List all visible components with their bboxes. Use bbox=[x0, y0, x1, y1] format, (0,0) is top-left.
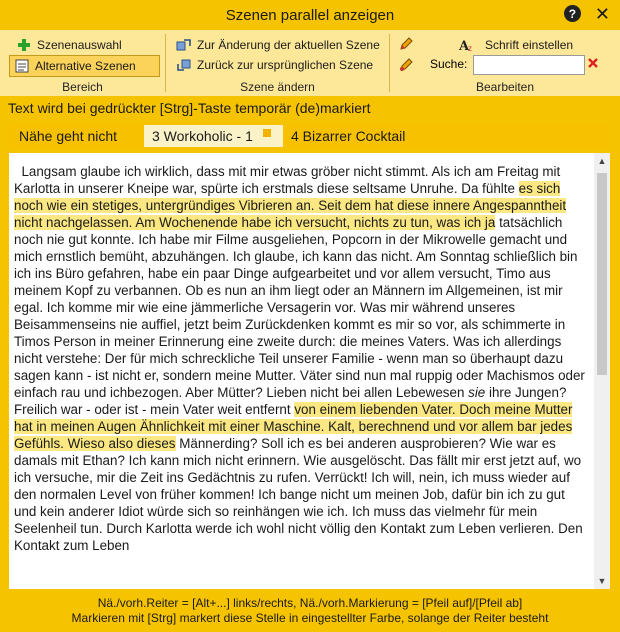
bearbeiten-caption: Bearbeiten bbox=[475, 80, 535, 94]
close-button[interactable]: ✕ bbox=[594, 4, 610, 24]
tab-bizarrer-cocktail[interactable]: 4 Bizarrer Cocktail bbox=[283, 125, 609, 147]
schrift-einstellen-button[interactable]: A z Schrift einstellen bbox=[459, 38, 574, 53]
pencil-icon[interactable] bbox=[398, 36, 414, 52]
tab-workoholic[interactable]: 3 Workoholic - 1 bbox=[144, 125, 283, 147]
scroll-down-icon[interactable]: ▼ bbox=[597, 576, 607, 586]
tab-bar bbox=[9, 125, 609, 147]
scene-text-area[interactable] bbox=[9, 153, 610, 589]
footer-hints bbox=[0, 596, 620, 626]
zurueck-button[interactable]: Zurück zur ursprünglichen Szene bbox=[172, 55, 377, 75]
tab-marker-icon bbox=[263, 129, 271, 137]
footer-line-1: Nä./vorh.Reiter = [Alt+...] links/rechts, Nä./vorh.Markierung = [Pfeil auf]/[Pfeil ab] bbox=[97, 596, 523, 610]
highlight: von einem liebenden Vater. Doch meine Mutter hat in meinen Augen Ähnlichkeit mit einer Maschine. Kalt, berechnend und vor allem bar jedes Gefühls. Wieso also dieses bbox=[14, 402, 573, 451]
footer-line-2: Markieren mit [Strg] markert diese Stelle in eingestellter Farbe, solange der Reiter besteht bbox=[71, 611, 549, 625]
highlight: es sich noch wie ein stetiges, untergründiges Vibrieren an. Seit dem hat diese innere Angespanntheit nicht nachgelassen. Am Wochenende habe ich versucht, nichts zu tun, was ich ja bbox=[14, 181, 567, 230]
list-icon bbox=[14, 58, 30, 74]
svg-text:z: z bbox=[468, 44, 472, 53]
scene-text[interactable]: Langsam glaube ich wirklich, dass mit mir etwas gröber nicht stimmt. Als ich am Freitag mit Karlotta in unserer Kneipe war, spürte ich erstmals diese seltsame Unruhe. Da fühlte es sich noch wie ein stetiges, untergründiges Vibrieren an. Seit dem hat diese innere Angespanntheit nicht nachgelassen. Am Wochenende habe ich versucht, nichts zu tun, was ich ja tatsächlich noch nie gut konnte. Ich habe mir Filme ausgeliehen, Popcorn in der Mikrowelle gemacht und mich ernstlich bemüht, abzuhängen. Ich glaube, ich kann das nicht. Am Sonntag schließlich bin ich ins Büro gefahren, habe ein paar Dinge aufgearbeitet und vor allem versucht, Timo aus meinem Kopf zu verbannen. Ob es nun an ihm liegt oder an Männern im Allgemeinen, ist mir egal. Ich komme mir wie eine jämmerliche Versagerin vor. Was mir während unseres Beisammenseins nie auffiel, jetzt beim Zurückdenken kommt es mir so vor, als schimmerte in Timos Person in meiner Erinnerung eine zweite durch: die meines Vaters. Was ich allerdings nicht verstehe: Der für mich schreckliche Teil unserer Familie - wenn man so überhaupt dazu sagen kann - ist nicht er, sondern meine Mutter. Väter sind nun mal ruppig oder Machismos oder einfach rau und ichbezogen. Aber Mütter? Lieben nicht bei allen Lebewesen sie ihre Jungen? Freilich war - oder ist - mein Vater weit entfernt von einem liebenden Vater. Doch meine Mutter hat in meinen Augen Ähnlichkeit mit einer Maschine. Kalt, berechnend und vor allem bar jedes Gefühls. Wieso also dieses Männerding? Soll ich es bei anderen ausprobieren? Wie war es damals mit Ethan? Ich kann mich nicht erinnern. Wie ausgelöscht. Das fällt mir erst jetzt auf, wo ich versuche, mir die Zeit ins Gedächtnis zu rufen. Verrückt! Ich will, nein, ich muss wieder auf den normalen Level von früher kommen! Ich bange nicht um meinen Job, dafür bin ich zu gut und kein anderer Idiot würde sich so reinhängen wie ich. Ich muss das vielmehr für mein Seelenheil tun. Durch Karlotta werde ich wohl nicht völlig den Kontakt zum Leben verlieren. Den Kontakt zum Leben bbox=[14, 164, 585, 553]
search-input[interactable] bbox=[473, 55, 585, 75]
zur-aenderung-button[interactable]: Zur Änderung der aktuellen Szene bbox=[172, 35, 384, 55]
plus-icon bbox=[16, 37, 32, 53]
window-title: Szenen parallel anzeigen bbox=[225, 6, 395, 24]
tab-naehe-geht-nicht[interactable]: Nähe geht nicht bbox=[9, 125, 144, 147]
scroll-thumb[interactable] bbox=[597, 173, 607, 375]
info-text: Text wird bei gedrückter [Strg]-Taste temporär (de)markiert bbox=[8, 100, 371, 116]
arrow-right-icon bbox=[176, 37, 192, 53]
group-szene-aendern bbox=[166, 30, 389, 96]
title-bar bbox=[0, 0, 620, 30]
szenenauswahl-button[interactable]: Szenenauswahl bbox=[12, 35, 126, 55]
suche-label: Suche: bbox=[430, 57, 468, 71]
svg-text:A: A bbox=[459, 39, 470, 53]
group-bereich bbox=[0, 30, 165, 96]
alternative-szenen-button[interactable]: Alternative Szenen bbox=[9, 55, 160, 77]
vertical-scrollbar[interactable] bbox=[594, 153, 610, 589]
help-button[interactable]: ? bbox=[564, 5, 581, 22]
arrow-back-icon bbox=[176, 57, 192, 73]
bereich-caption: Bereich bbox=[62, 80, 103, 94]
szene-aendern-caption: Szene ändern bbox=[240, 80, 315, 94]
eraser-pencil-icon[interactable] bbox=[398, 57, 414, 73]
clear-icon[interactable] bbox=[587, 57, 599, 69]
scroll-up-icon[interactable]: ▲ bbox=[597, 156, 607, 166]
font-icon bbox=[458, 37, 474, 53]
ribbon bbox=[0, 30, 620, 96]
group-bearbeiten bbox=[390, 30, 620, 96]
